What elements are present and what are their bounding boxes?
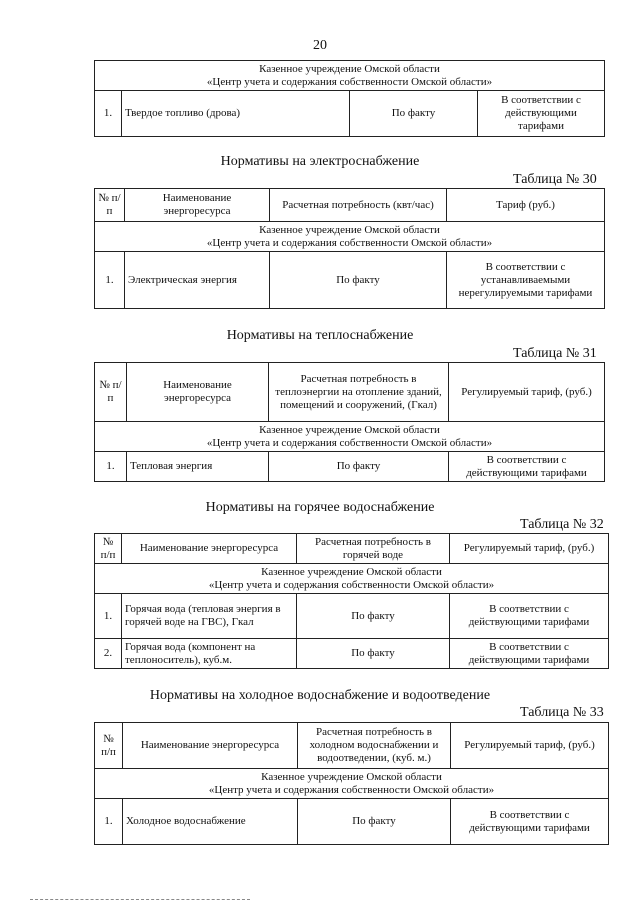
header-name: Наименование энергоресурса (123, 723, 298, 769)
table-30-electric (94, 188, 605, 309)
header-name: Наименование энергоресурса (125, 189, 270, 222)
org-header (95, 769, 609, 799)
row-resource-name: Электрическая энергия (125, 252, 270, 309)
row-num: 1. (95, 452, 127, 482)
header-tariff: Регулируемый тариф, (руб.) (450, 534, 609, 564)
table-row (95, 639, 609, 669)
section-title-electric: Нормативы на электроснабжение (220, 154, 420, 169)
header-name: Наименование энергоресурса (122, 534, 297, 564)
header-tariff: Регулируемый тариф, (руб.) (449, 363, 605, 422)
row-need: По факту (297, 594, 450, 639)
row-num: 1. (95, 594, 122, 639)
header-need: Расчетная потребность в теплоэнергии на отопление зданий, помещений и сооружений, (Гкал) (269, 363, 449, 422)
table-label-32: Таблица № 32 (520, 517, 604, 532)
header-need: Расчетная потребность в холодном водоснабжении и водоотведении, (куб. м.) (298, 723, 451, 769)
row-num: 1. (95, 799, 123, 845)
table-33-cold-water (94, 722, 609, 845)
row-tariff: В соответствии с действующими тарифами (450, 594, 609, 639)
table-label-31: Таблица № 31 (513, 346, 597, 361)
header-need: Расчетная потребность (квт/час) (270, 189, 447, 222)
org-name-line1: Казенное учреждение Омской области (259, 223, 440, 236)
row-resource-name: Твердое топливо (дрова) (122, 91, 350, 137)
row-tariff: В соответствии с действующими тарифами (450, 639, 609, 669)
section-title-cold-water: Нормативы на холодное водоснабжение и водоотведение (149, 688, 491, 703)
row-need: По факту (350, 91, 478, 137)
table-row (95, 91, 605, 137)
org-name-line2: «Центр учета и содержания собственности Омской области» (206, 436, 493, 449)
row-tariff: В соответствии с действующими тарифами (449, 452, 605, 482)
row-tariff: В соответствии с действующими тарифами (451, 799, 609, 845)
table-31-heat (94, 362, 605, 482)
row-resource-name: Холодное водоснабжение (123, 799, 298, 845)
table-row (95, 594, 609, 639)
table-row (95, 452, 605, 482)
table-label-33: Таблица № 33 (520, 705, 604, 720)
table-row (95, 799, 609, 845)
row-need: По факту (269, 452, 449, 482)
row-need: По факту (298, 799, 451, 845)
header-name: Наименование энергоресурса (127, 363, 269, 422)
table-32-hot-water (94, 533, 609, 669)
org-header (95, 61, 605, 91)
org-name-line2: «Центр учета и содержания собственности Омской области» (206, 75, 493, 88)
org-name-line2: «Центр учета и содержания собственности Омской области» (208, 783, 495, 796)
row-tariff: В соответствии с устанавливаемыми нерегулируемыми тарифами (447, 252, 605, 309)
org-header (95, 564, 609, 594)
header-num: № п/п (95, 189, 125, 222)
org-name-line2: «Центр учета и содержания собственности Омской области» (206, 236, 493, 249)
header-tariff: Тариф (руб.) (447, 189, 605, 222)
org-header (95, 222, 605, 252)
table-label-30: Таблица № 30 (513, 172, 597, 187)
page-number: 20 (313, 38, 327, 53)
section-title-hot-water: Нормативы на горячее водоснабжение (205, 500, 435, 515)
org-name-line2: «Центр учета и содержания собственности Омской области» (208, 578, 495, 591)
org-name-line1: Казенное учреждение Омской области (261, 770, 442, 783)
row-need: По факту (270, 252, 447, 309)
row-resource-name: Горячая вода (компонент на теплоноситель), куб.м. (122, 639, 297, 669)
row-resource-name: Тепловая энергия (127, 452, 269, 482)
org-name-line1: Казенное учреждение Омской области (259, 423, 440, 436)
row-num: 1. (95, 91, 122, 137)
row-num: 2. (95, 639, 122, 669)
row-resource-name: Горячая вода (тепловая энергия в горячей воде на ГВС), Гкал (122, 594, 297, 639)
table-row (95, 252, 605, 309)
header-num: № п/п (95, 534, 122, 564)
table-continuation (94, 60, 605, 137)
org-name-line1: Казенное учреждение Омской области (261, 565, 442, 578)
row-tariff: В соответствии с действующими тарифами (478, 91, 605, 137)
org-header (95, 422, 605, 452)
footer-divider (30, 899, 250, 900)
org-name-line1: Казенное учреждение Омской области (259, 62, 440, 75)
row-num: 1. (95, 252, 125, 309)
header-need: Расчетная потребность в горячей воде (297, 534, 450, 564)
row-need: По факту (297, 639, 450, 669)
header-tariff: Регулируемый тариф, (руб.) (451, 723, 609, 769)
header-num: № п/п (95, 363, 127, 422)
header-num: № п/п (95, 723, 123, 769)
section-title-heat: Нормативы на теплоснабжение (226, 328, 414, 343)
